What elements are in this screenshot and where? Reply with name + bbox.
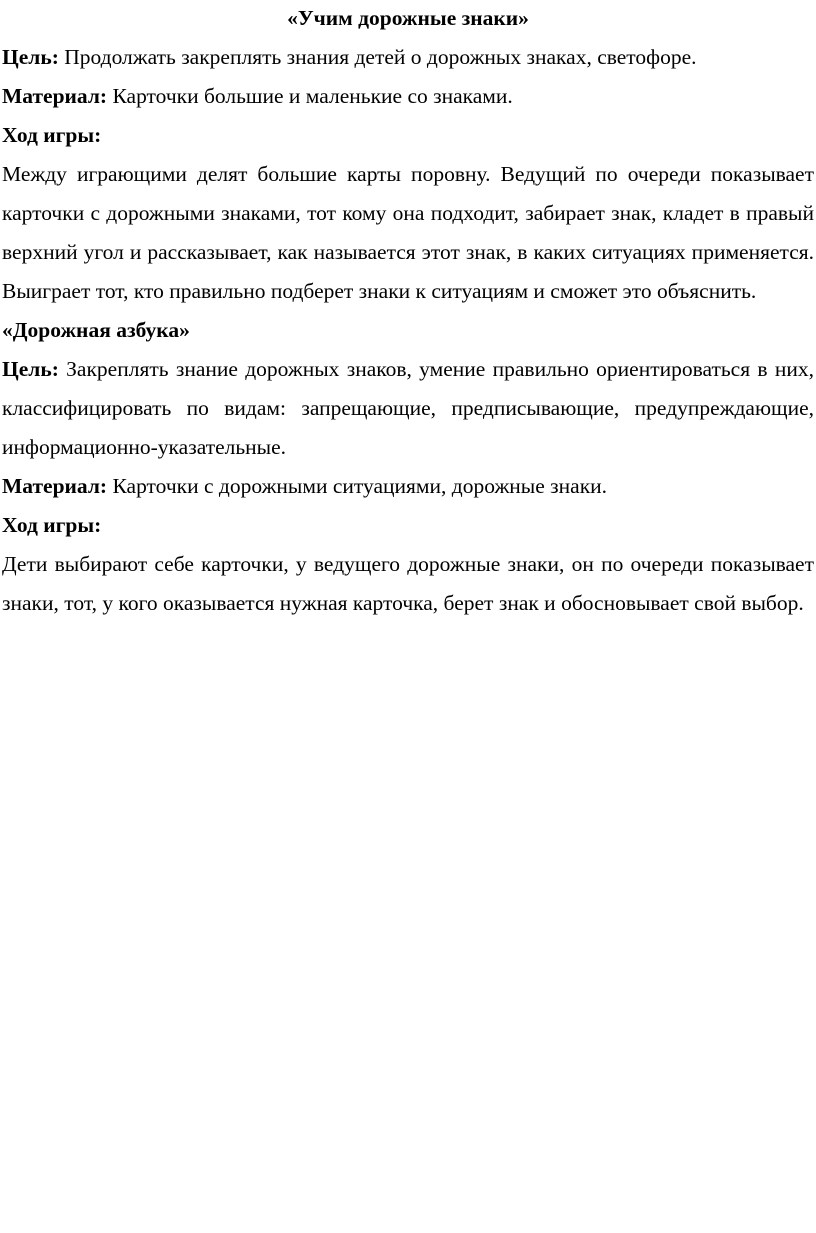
- game2-goal-text: Закреплять знание дорожных знаков, умение правильно ориентироваться в них, классифицировать по видам: запрещающие, предписывающие, предупреждающие, информационно-указательные.: [2, 357, 814, 459]
- document-page: [2, 0, 814, 623]
- game1-procedure-heading: Ход игры:: [2, 123, 102, 147]
- game1-material-text: Карточки большие и маленькие со знаками.: [107, 84, 513, 108]
- game2-title: «Дорожная азбука»: [2, 318, 190, 342]
- game1-material: [2, 77, 814, 116]
- game1-goal-text: Продолжать закреплять знания детей о дорожных знаках, светофоре.: [58, 45, 697, 69]
- game1-goal-label: Цель:: [2, 45, 59, 69]
- game2-material: [2, 467, 814, 506]
- game1-goal: [2, 38, 814, 77]
- game2-goal: [2, 350, 814, 467]
- game2-goal-label: Цель:: [2, 357, 59, 381]
- game2-procedure-heading: Ход игры:: [2, 513, 102, 537]
- game2-material-text: Карточки с дорожными ситуациями, дорожные знаки.: [107, 474, 608, 498]
- game2-procedure-text: Дети выбирают себе карточки, у ведущего дорожные знаки, он по очереди показывает знаки, тот, у кого оказывается нужная карточка, берет знак и обосновывает свой выбор.: [2, 552, 814, 615]
- game1-material-label: Материал:: [2, 84, 108, 108]
- game2-material-label: Материал:: [2, 474, 108, 498]
- game1-title: «Учим дорожные знаки»: [287, 6, 529, 30]
- game1-procedure-text: Между играющими делят большие карты поровну. Ведущий по очереди показывает карточки с дорожными знаками, тот кому она подходит, забирает знак, кладет в правый верхний угол и рассказывает, как называется этот знак, в каких ситуациях применяется. Выиграет тот, кто правильно подберет знаки к ситуациям и сможет это объяснить.: [2, 162, 814, 303]
